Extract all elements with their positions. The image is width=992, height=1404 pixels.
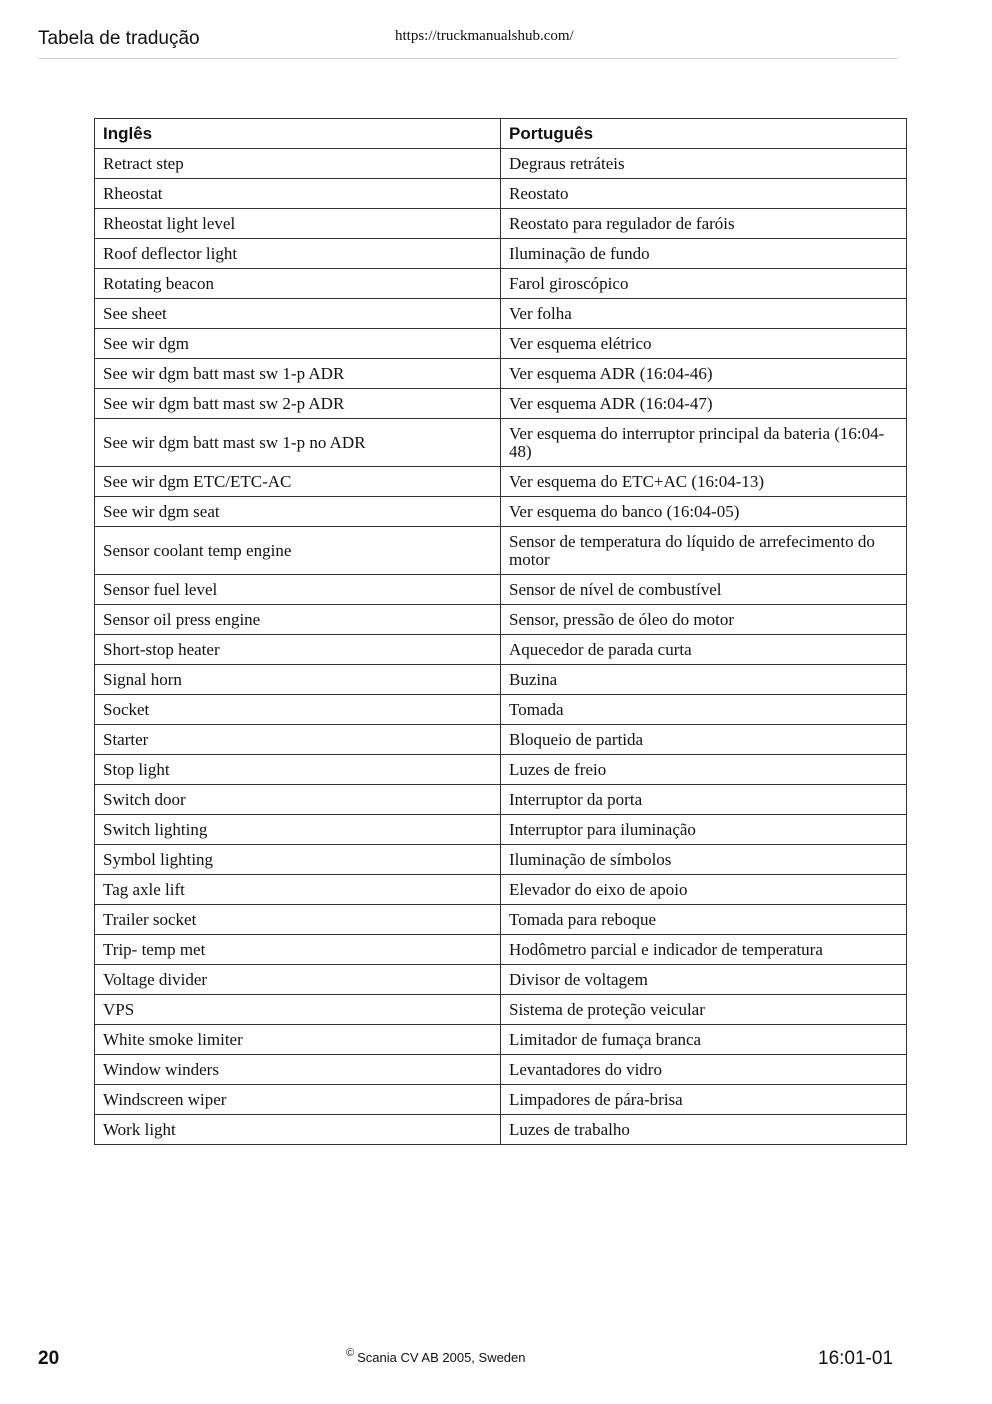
portuguese-term-cell: Reostato para regulador de faróis: [501, 209, 907, 239]
copyright-notice: [346, 1347, 526, 1365]
table-row: [95, 299, 907, 329]
table-row: [95, 905, 907, 935]
table-row: [95, 497, 907, 527]
column-header-portuguese: Português: [501, 119, 907, 149]
table-row: [95, 695, 907, 725]
portuguese-term-cell: Tomada para reboque: [501, 905, 907, 935]
table-row: [95, 935, 907, 965]
english-term-cell: Trip- temp met: [95, 935, 501, 965]
table-header-row: [95, 119, 907, 149]
table-row: [95, 329, 907, 359]
table-row: [95, 179, 907, 209]
english-term-cell: Sensor coolant temp engine: [95, 527, 501, 575]
english-term-cell: Rotating beacon: [95, 269, 501, 299]
english-term-cell: See wir dgm seat: [95, 497, 501, 527]
table-row: [95, 149, 907, 179]
table-row: [95, 575, 907, 605]
portuguese-term-cell: Sensor de temperatura do líquido de arrefecimento do motor: [501, 527, 907, 575]
english-term-cell: Symbol lighting: [95, 845, 501, 875]
portuguese-term-cell: Iluminação de símbolos: [501, 845, 907, 875]
portuguese-term-cell: Sensor de nível de combustível: [501, 575, 907, 605]
table-row: [95, 1115, 907, 1145]
english-term-cell: See wir dgm: [95, 329, 501, 359]
english-term-cell: See wir dgm batt mast sw 1-p no ADR: [95, 419, 501, 467]
portuguese-term-cell: Interruptor da porta: [501, 785, 907, 815]
portuguese-term-cell: Ver folha: [501, 299, 907, 329]
portuguese-term-cell: Ver esquema ADR (16:04-46): [501, 359, 907, 389]
portuguese-term-cell: Hodômetro parcial e indicador de temperatura: [501, 935, 907, 965]
portuguese-term-cell: Luzes de freio: [501, 755, 907, 785]
table-row: [95, 1085, 907, 1115]
portuguese-term-cell: Interruptor para iluminação: [501, 815, 907, 845]
english-term-cell: Windscreen wiper: [95, 1085, 501, 1115]
english-term-cell: Socket: [95, 695, 501, 725]
portuguese-term-cell: Bloqueio de partida: [501, 725, 907, 755]
english-term-cell: Switch door: [95, 785, 501, 815]
table-row: [95, 785, 907, 815]
header-divider: [38, 58, 898, 59]
portuguese-term-cell: Iluminação de fundo: [501, 239, 907, 269]
english-term-cell: Roof deflector light: [95, 239, 501, 269]
table-row: [95, 527, 907, 575]
english-term-cell: See wir dgm ETC/ETC-AC: [95, 467, 501, 497]
english-term-cell: Short-stop heater: [95, 635, 501, 665]
english-term-cell: Work light: [95, 1115, 501, 1145]
table-row: [95, 467, 907, 497]
portuguese-term-cell: Buzina: [501, 665, 907, 695]
table-row: [95, 965, 907, 995]
portuguese-term-cell: Sensor, pressão de óleo do motor: [501, 605, 907, 635]
english-term-cell: VPS: [95, 995, 501, 1025]
portuguese-term-cell: Tomada: [501, 695, 907, 725]
table-row: [95, 995, 907, 1025]
english-term-cell: Trailer socket: [95, 905, 501, 935]
table-row: [95, 239, 907, 269]
english-term-cell: Signal horn: [95, 665, 501, 695]
english-term-cell: Starter: [95, 725, 501, 755]
portuguese-term-cell: Elevador do eixo de apoio: [501, 875, 907, 905]
portuguese-term-cell: Limitador de fumaça branca: [501, 1025, 907, 1055]
column-header-english: Inglês: [95, 119, 501, 149]
english-term-cell: Retract step: [95, 149, 501, 179]
english-term-cell: Stop light: [95, 755, 501, 785]
table-row: [95, 815, 907, 845]
translation-table: [94, 118, 907, 1145]
table-row: [95, 635, 907, 665]
table-row: [95, 725, 907, 755]
table-row: [95, 419, 907, 467]
table-row: [95, 845, 907, 875]
table-row: [95, 1055, 907, 1085]
english-term-cell: White smoke limiter: [95, 1025, 501, 1055]
document-code: 16:01-01: [818, 1348, 894, 1369]
english-term-cell: See wir dgm batt mast sw 2-p ADR: [95, 389, 501, 419]
english-term-cell: Sensor fuel level: [95, 575, 501, 605]
portuguese-term-cell: Divisor de voltagem: [501, 965, 907, 995]
copyright-symbol: ©: [346, 1347, 355, 1359]
english-term-cell: Rheostat light level: [95, 209, 501, 239]
table-row: [95, 269, 907, 299]
portuguese-term-cell: Luzes de trabalho: [501, 1115, 907, 1145]
portuguese-term-cell: Limpadores de pára-brisa: [501, 1085, 907, 1115]
table-row: [95, 875, 907, 905]
english-term-cell: Switch lighting: [95, 815, 501, 845]
portuguese-term-cell: Aquecedor de parada curta: [501, 635, 907, 665]
table-row: [95, 1025, 907, 1055]
page-number: 20: [38, 1348, 60, 1369]
table-row: [95, 359, 907, 389]
portuguese-term-cell: Reostato: [501, 179, 907, 209]
table-row: [95, 389, 907, 419]
portuguese-term-cell: Degraus retráteis: [501, 149, 907, 179]
portuguese-term-cell: Ver esquema do ETC+AC (16:04-13): [501, 467, 907, 497]
table-body: [95, 149, 907, 1145]
english-term-cell: See sheet: [95, 299, 501, 329]
portuguese-term-cell: Ver esquema ADR (16:04-47): [501, 389, 907, 419]
portuguese-term-cell: Ver esquema elétrico: [501, 329, 907, 359]
portuguese-term-cell: Ver esquema do banco (16:04-05): [501, 497, 907, 527]
header-url: https://truckmanualshub.com/: [395, 28, 574, 44]
table-row: [95, 209, 907, 239]
portuguese-term-cell: Farol giroscópico: [501, 269, 907, 299]
table-row: [95, 755, 907, 785]
english-term-cell: Sensor oil press engine: [95, 605, 501, 635]
english-term-cell: See wir dgm batt mast sw 1-p ADR: [95, 359, 501, 389]
table-row: [95, 605, 907, 635]
portuguese-term-cell: Levantadores do vidro: [501, 1055, 907, 1085]
english-term-cell: Voltage divider: [95, 965, 501, 995]
portuguese-term-cell: Sistema de proteção veicular: [501, 995, 907, 1025]
english-term-cell: Tag axle lift: [95, 875, 501, 905]
copyright-text: Scania CV AB 2005, Sweden: [357, 1350, 526, 1365]
portuguese-term-cell: Ver esquema do interruptor principal da bateria (16:04-48): [501, 419, 907, 467]
english-term-cell: Rheostat: [95, 179, 501, 209]
table-row: [95, 665, 907, 695]
page-header-title: Tabela de tradução: [38, 28, 200, 49]
english-term-cell: Window winders: [95, 1055, 501, 1085]
